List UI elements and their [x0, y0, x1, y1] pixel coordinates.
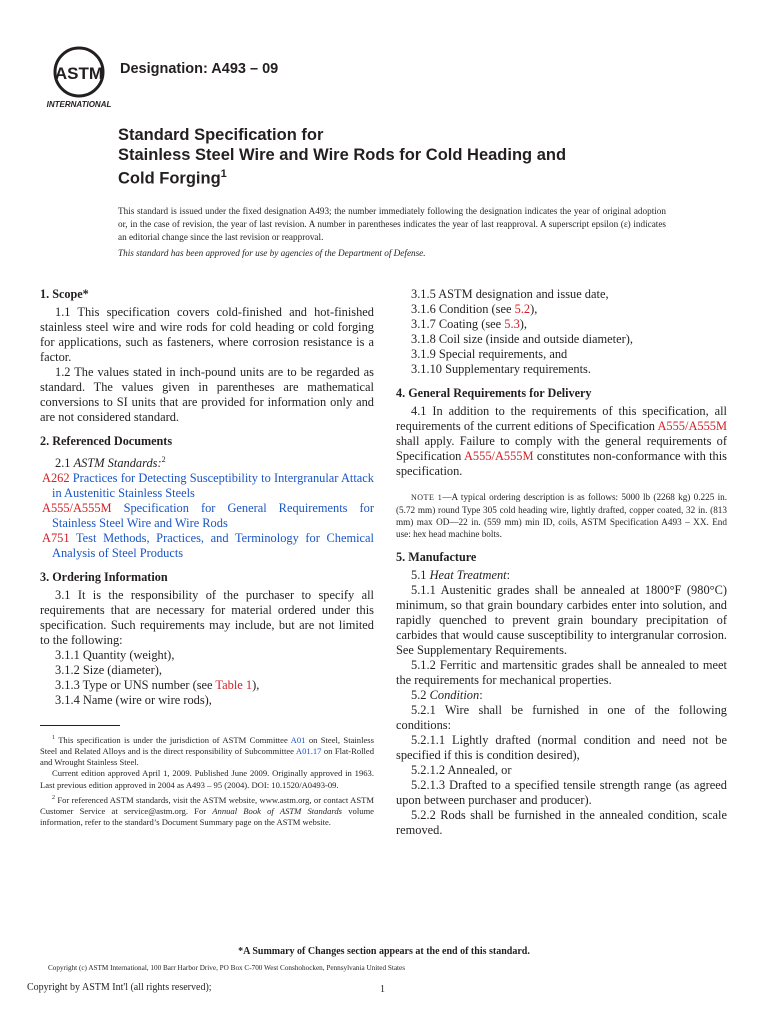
item-3-1-3: [40, 678, 374, 693]
ref-link-a751[interactable]: A751: [42, 531, 70, 546]
item-3-1-6-text: 3.1.6 Condition (see: [411, 302, 512, 316]
para-2-1-number: 2.1: [55, 456, 71, 471]
committee-a01-link[interactable]: A01: [290, 734, 306, 745]
astm-logo: [44, 44, 114, 110]
footnote-1-text-a: This specification is under the jurisdiction of ASTM Committee: [58, 734, 288, 745]
footnote-2-text-b: volume information, refer to the standard’s Document Summary page on the ASTM website.: [40, 805, 374, 828]
para-3-1: 3.1 It is the responsibility of the purchaser to specify all requirements that are necessary for material ordered under this specification. Such requirements may include, but are not limited to the following:: [40, 588, 374, 648]
para-5-2-1-3: 5.2.1.3 Drafted to a specified tensile strength range (as agreed upon between purchaser and producer).: [396, 778, 727, 807]
item-3-1-3-text: 3.1.3 Type or UNS number (see: [55, 678, 213, 693]
note-1-label: NOTE 1: [411, 493, 443, 502]
spec-a555-link-1[interactable]: A555/A555M: [657, 419, 727, 433]
section-1-heading: 1. Scope*: [40, 287, 89, 301]
ref-link-a262[interactable]: A262: [42, 471, 70, 486]
item-3-1-4: 3.1.4 Name (wire or wire rods),: [55, 693, 212, 708]
para-5-1-2: 5.1.2 Ferritic and martensitic grades shall be annealed to meet the requirements for mechanical properties.: [396, 658, 727, 687]
title-line-3-text: Cold Forging: [118, 169, 221, 188]
para-5-1-1: 5.1.1 Austenitic grades shall be annealed at 1800°F (980°C) minimum, so that grain boundary carbides enter into solution, and rapidly quenched to prevent grain boundary precipitation of carbides that would cause susceptibility to intergranular corrosion. See Supplementary Requirements.: [396, 583, 727, 657]
summary-of-changes-note: *A Summary of Changes section appears at the end of this standard.: [238, 946, 530, 957]
designation: Designation: A493 – 09: [120, 61, 279, 77]
footnote-2-book-title: Annual Book of ASTM Standards: [212, 805, 343, 816]
para-4-1: [396, 404, 727, 479]
section-5-3-link[interactable]: 5.3: [504, 317, 520, 331]
item-3-1-9: 3.1.9 Special requirements, and: [411, 347, 568, 361]
right-column: [396, 287, 727, 838]
note-1: [396, 491, 727, 540]
item-3-1-1: 3.1.1 Quantity (weight),: [55, 648, 175, 663]
para-5-1-number: 5.1: [411, 568, 427, 582]
para-4-1-text-c: constitutes non-conformance with this specification.: [396, 449, 727, 478]
footnote-2: [40, 793, 374, 828]
ref-title-a555[interactable]: Specification for General Requirements for Stainless Steel Wire and Wire Rods: [52, 501, 374, 531]
title-line-2: Stainless Steel Wire and Wire Rods for Cold Heading and: [118, 145, 567, 164]
para-1-1: 1.1 This specification covers cold-finished and hot-finished stainless steel wire and wire rods for cold heading or cold forging for applications, such as fasteners, where corrosion resistance is a factor.: [40, 305, 374, 364]
para-4-1-text-b: shall apply. Failure to comply with the general requirements of Specification: [396, 434, 727, 463]
ref-title-a751[interactable]: Test Methods, Practices, and Terminology for Chemical Analysis of Steel Products: [52, 531, 374, 561]
para-5-1: 5.1 Heat Treatment:: [411, 568, 511, 582]
footnote-2-marker: 2: [161, 455, 166, 464]
item-3-1-5: 3.1.5 ASTM designation and issue date,: [411, 287, 609, 301]
footnote-1-edition: Current edition approved April 1, 2009. Published June 2009. Originally approved in 1963. Last previous edition approved in 2004 as A493 – 95 (2004). DOI: 10.1520/A0493-09.: [40, 768, 374, 790]
page-number: 1: [380, 984, 385, 995]
title-line-1: Standard Specification for: [118, 126, 324, 144]
footnote-1-text-c: on Flat-Rolled and Wrought Stainless Steel.: [40, 746, 375, 768]
section-5-2-link[interactable]: 5.2: [514, 302, 531, 316]
left-column: [40, 287, 374, 708]
item-3-1-10: 3.1.10 Supplementary requirements.: [411, 362, 591, 376]
item-3-1-8: 3.1.8 Coil size (inside and outside diameter),: [411, 332, 633, 346]
title-line-3: [118, 165, 678, 189]
heat-treatment-label: Heat Treatment: [429, 568, 507, 582]
subcommittee-a0117-link[interactable]: A01.17: [295, 746, 322, 757]
item-3-1-6-close: ),: [530, 302, 538, 316]
reference-a751: [40, 531, 374, 561]
reference-a555: [40, 501, 374, 531]
ref-title-a262[interactable]: Practices for Detecting Susceptibility to Intergranular Attack in Austenitic Stainless Steels: [52, 471, 374, 501]
dod-approval-note: This standard has been approved for use by agencies of the Department of Defense.: [118, 248, 426, 258]
footnotes: [40, 733, 374, 828]
ref-link-a555[interactable]: A555/A555M: [42, 501, 112, 516]
para-5-2-1-2: 5.2.1.2 Annealed, or: [411, 763, 512, 777]
astm-logo-icon: [44, 44, 114, 110]
note-1-text: —A typical ordering description is as follows: 5000 lb (2268 kg) 0.225 in. (5.72 mm) round Type 305 cold heading wire, lightly drafted, copper coated, 32 in. (813 mm) max OD—22 in. (559 mm) min ID, coils, ASTM Specification A493 – XX. End use: hex head machine bolts.: [396, 492, 728, 539]
item-3-1-7: [396, 317, 727, 332]
copyright-address: Copyright (c) ASTM International, 100 Barr Harbor Drive, PO Box C-700 West Conshohocken, Pennsylvania United States: [48, 964, 406, 972]
spec-a555-link-2[interactable]: A555/A555M: [463, 449, 534, 463]
footnote-1: [40, 733, 374, 768]
copyright-notice: Copyright by ASTM Int'l (all rights reserved);: [27, 982, 212, 993]
footnote-1-marker: 1: [52, 735, 55, 741]
para-5-2-1-1: 5.2.1.1 Lightly drafted (normal condition and need not be specified if this is condition desired),: [396, 733, 727, 762]
condition-label: Condition: [429, 688, 480, 702]
footnote-2-marker-text: 2: [52, 794, 55, 801]
logo-subtext: INTERNATIONAL: [46, 100, 112, 109]
title-footnote-marker: 1: [220, 168, 227, 180]
astm-standards-label: ASTM Standards:: [73, 456, 162, 471]
item-3-1-2: 3.1.2 Size (diameter),: [55, 663, 163, 678]
para-2-1: [40, 452, 374, 471]
table-1-link[interactable]: Table 1: [215, 678, 253, 693]
item-3-1-6: [396, 302, 727, 317]
item-3-1-3-close: ),: [252, 678, 260, 693]
para-5-2-1: 5.2.1 Wire shall be furnished in one of the following conditions:: [396, 703, 727, 732]
item-3-1-7-close: ),: [519, 317, 528, 331]
para-1-2: 1.2 The values stated in inch-pound units are to be regarded as standard. The values given in parentheses are mathematical conversions to SI units that are provided for information only and are not considered standard.: [40, 365, 374, 424]
issuance-note: This standard is issued under the fixed designation A493; the number immediately following the designation indicates the year of original adoption or, in the case of revision, the year of last revision. A number in parentheses indicates the year of last reapproval. A superscript epsilon (ε) indicates an editorial change since the last revision or reapproval.: [118, 206, 666, 242]
section-4-heading: 4. General Requirements for Delivery: [396, 386, 592, 400]
footnote-separator: [40, 725, 120, 726]
section-5-heading: 5. Manufacture: [396, 550, 477, 564]
para-5-2-number: 5.2: [411, 688, 427, 702]
footnote-1-text-b: on Steel, Stainless Steel and Related Alloys and is the direct responsibility of Subcommittee: [40, 734, 374, 757]
para-5-2-2: 5.2.2 Rods shall be furnished in the annealed condition, scale removed.: [396, 808, 727, 837]
footnote-2-text-a: For referenced ASTM standards, visit the ASTM website, www.astm.org, or contact ASTM Customer Service at service@astm.org. For: [40, 794, 374, 816]
para-4-1-text-a: 4.1 In addition to the requirements of this specification, all requirements of the current editions of Specification: [396, 404, 727, 433]
logo-text: ASTM: [54, 64, 104, 83]
item-3-1-7-text: 3.1.7 Coating (see: [411, 317, 502, 331]
document-title: [118, 126, 678, 189]
reference-a262: [40, 471, 374, 501]
section-2-heading: 2. Referenced Documents: [40, 434, 173, 448]
section-3-heading: 3. Ordering Information: [40, 570, 168, 585]
para-5-2: 5.2 Condition:: [411, 688, 483, 702]
